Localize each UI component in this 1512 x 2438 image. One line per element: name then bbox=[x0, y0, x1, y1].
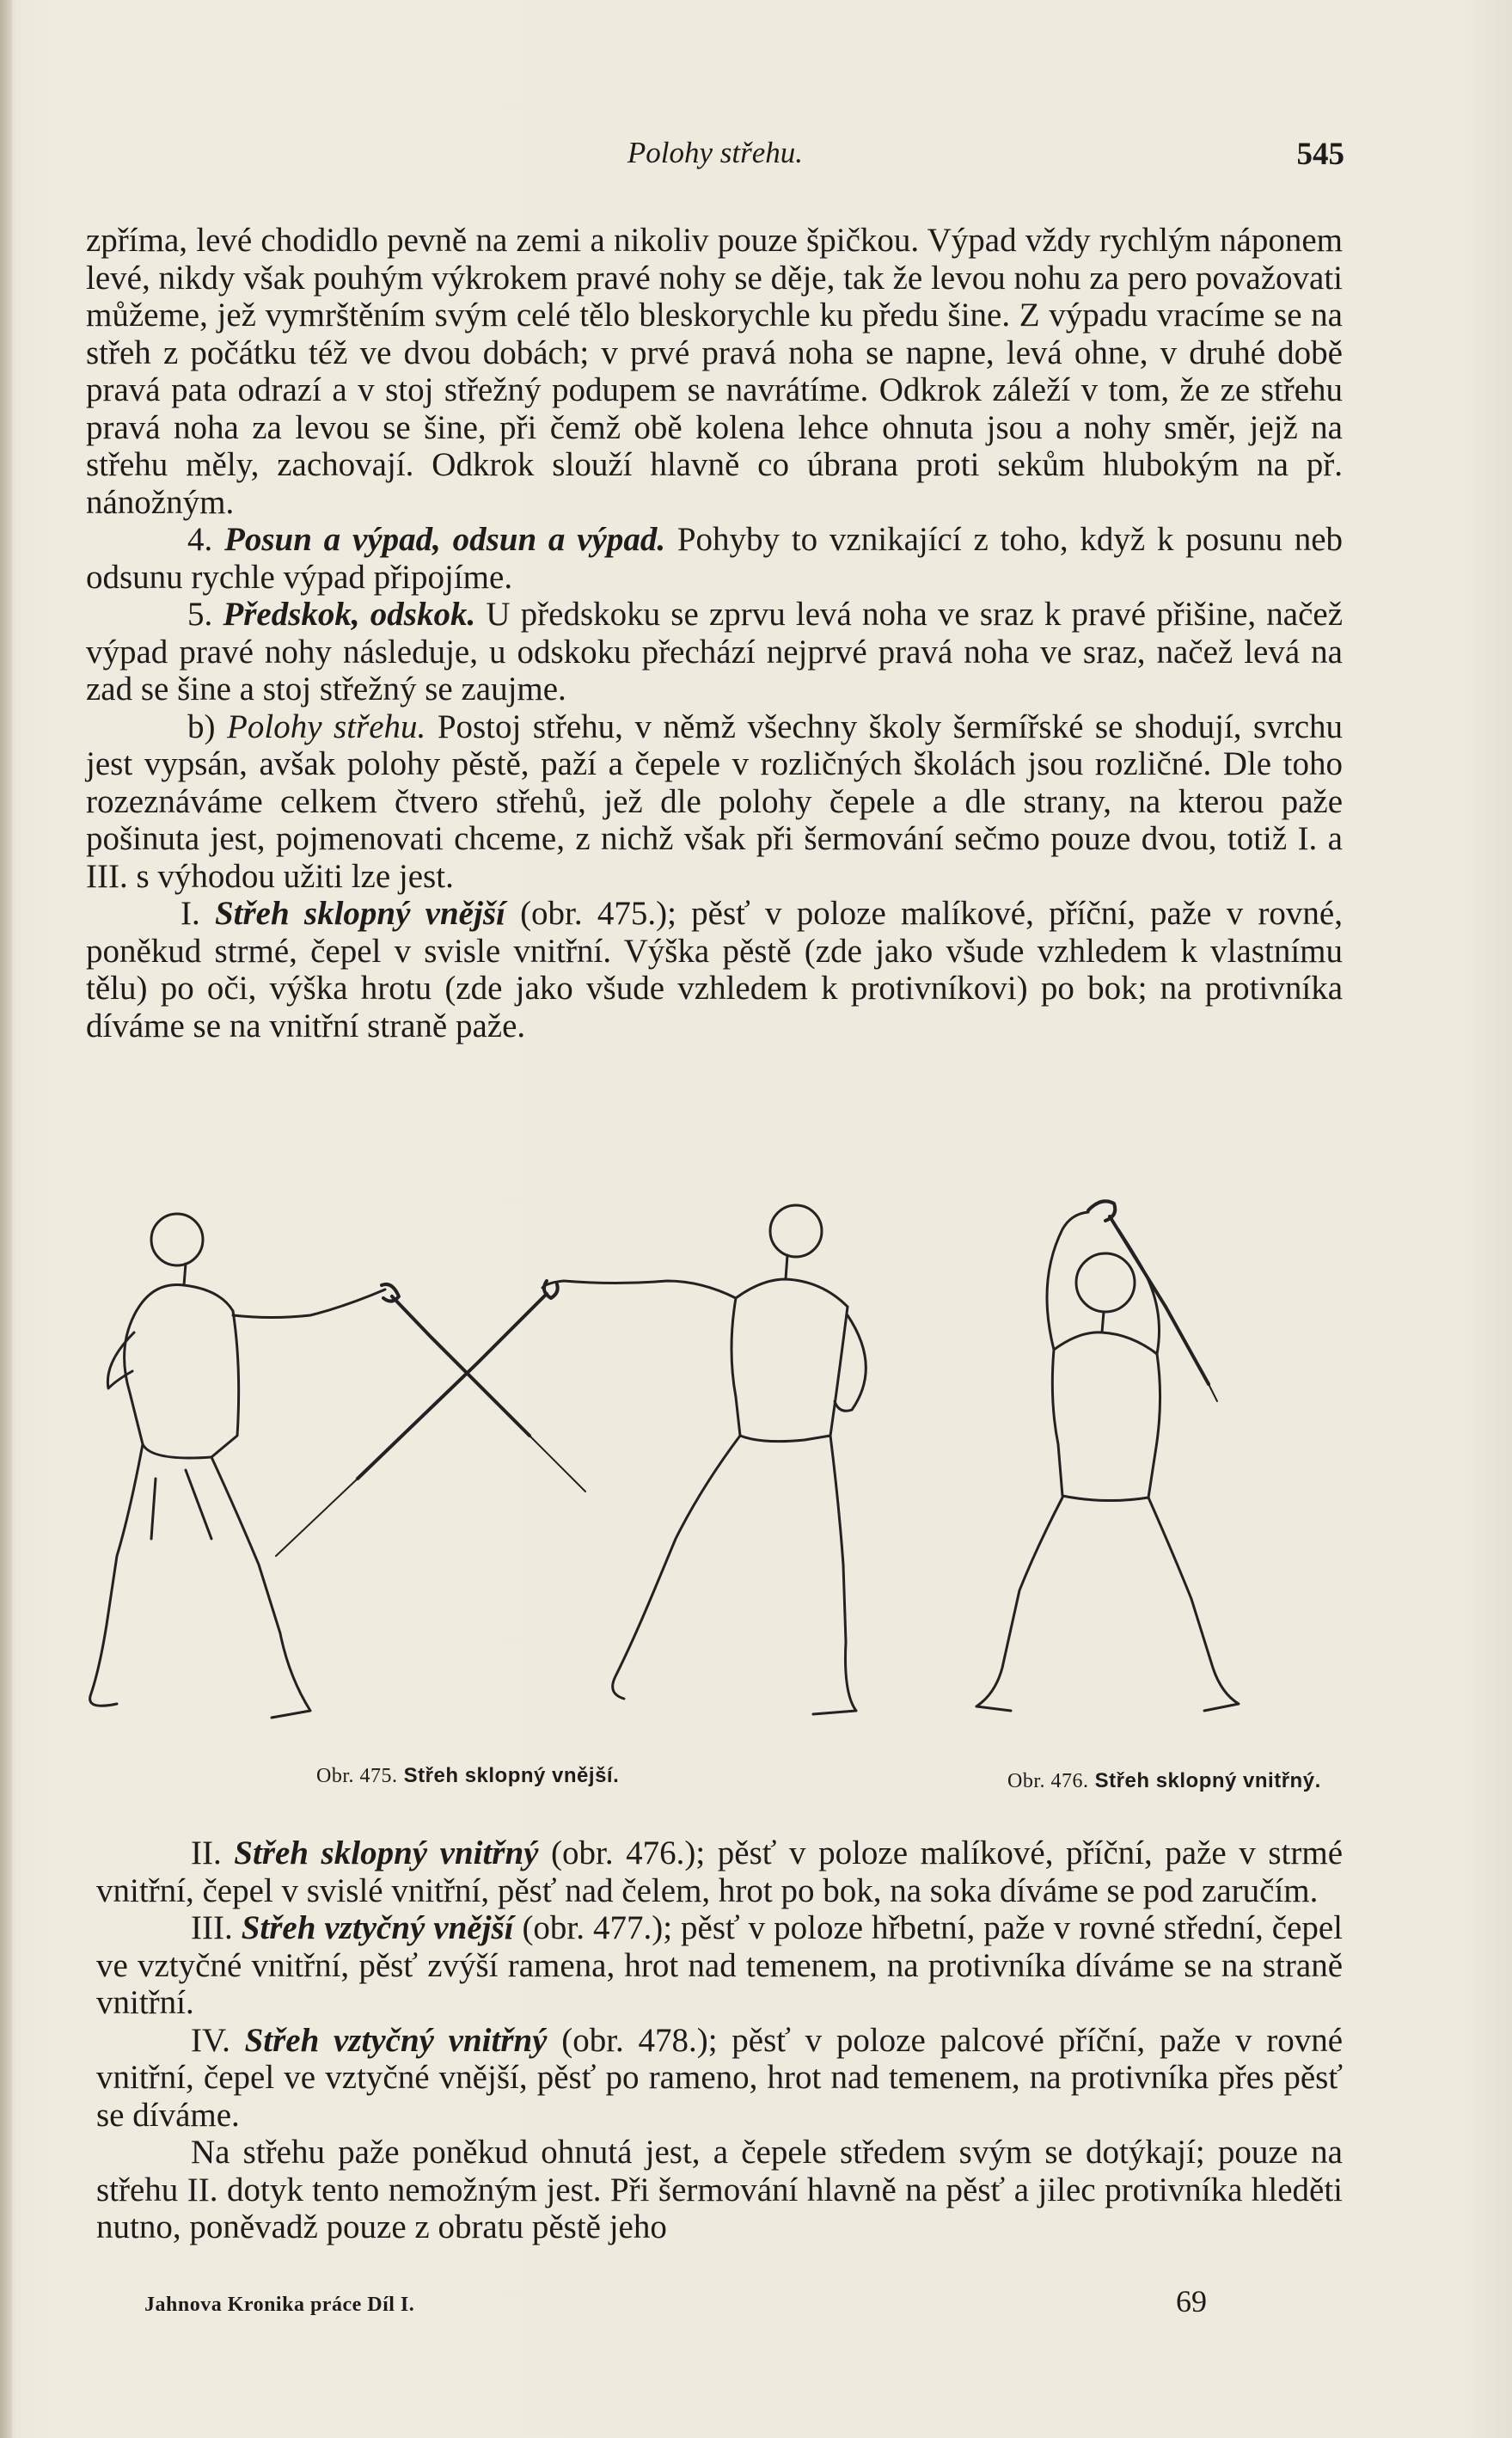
text-block-lower bbox=[96, 1835, 1343, 2246]
figure-caption-476 bbox=[1007, 1769, 1321, 1793]
list-number: IV. bbox=[191, 2021, 230, 2059]
list-number: III. bbox=[191, 1909, 233, 1946]
list-number: 4. bbox=[187, 521, 213, 558]
paragraph-text: (obr. 478.); pěsť v poloze palcové příční, paže v rovné vnitřní, čepel ve vztyčné vnější, pěsť po rameno, hrot nad temenem, na protivníka přes pěsť se díváme. bbox=[96, 2021, 1344, 2134]
paragraph-text: Postoj střehu, v němž všechny školy šermířské se shodují, svrchu jest vypsán, avšak polohy pěstě, paží a čepele v rozličných školách jsou rozličné. Dle toho rozeznáváme celkem čtvero střehů, jež dle polohy čepele a dle strany, na kterou paže pošinuta jest, pojmenovati chceme, z nichž však při šermování sečmo pouze dvou, totiž I. a III. s výhodou užiti lze jest. bbox=[86, 708, 1344, 895]
section-heading: Střeh sklopný vnitřný bbox=[234, 1835, 539, 1871]
paragraph: Na střehu paže poněkud ohnutá jest, a čepele středem svým se dotýkají; pouze na střehu II. dotyk tento nemožným jest. Při šermování hlavně na pěsť a jilec protivníka hleděti nutno, poněvadž pouze z obratu pěstě jeho bbox=[96, 2134, 1343, 2245]
sword-guard bbox=[1088, 1201, 1217, 1401]
list-number: I. bbox=[181, 895, 200, 932]
figure-caption-475 bbox=[316, 1764, 619, 1788]
section-heading: Předskok, odskok. bbox=[223, 596, 476, 633]
fencer-right-figure bbox=[542, 1205, 866, 1714]
paragraph bbox=[96, 2022, 1343, 2135]
list-number: 5. bbox=[187, 596, 213, 633]
paragraph bbox=[86, 895, 1343, 1044]
paragraph-text: U předskoku se zprvu levá noha ve sraz k pravé přišine, načež výpad pravé nohy následuje, u odskoku přechází nejprvé pravá noha ve sraz, načež levá na zad se šine a stoj střežný se zaujme. bbox=[86, 596, 1344, 708]
paragraph bbox=[86, 521, 1343, 596]
figure-label: Střeh sklopný vnitřný. bbox=[1094, 1769, 1321, 1792]
fencer-guard-figure bbox=[976, 1212, 1239, 1711]
section-heading: Posun a výpad, odsun a výpad. bbox=[224, 521, 666, 558]
section-heading: Střeh sklopný vnější bbox=[214, 895, 505, 932]
figure-number: Obr. 476. bbox=[1007, 1770, 1089, 1792]
footer-signature-mark: 69 bbox=[1176, 2284, 1207, 2319]
section-heading: Polohy střehu. bbox=[227, 708, 426, 745]
paragraph-text: (obr. 476.); pěsť v poloze malíkové, příční, paže v strmé vnitřní, čepel v svislé vnitřní, pěsť nad čelem, hrot po bok, na soka díváme se pod zaručím. bbox=[96, 1835, 1343, 1909]
section-heading: Střeh vztyčný vnitřný bbox=[244, 2021, 548, 2059]
paragraph bbox=[96, 1835, 1343, 1909]
paragraph-text: (obr. 477.); pěsť v poloze hřbetní, paže v rovné střední, čepel ve vztyčné vnitřní, pěsť zvýší ramena, hrot nad temenem, na protivníka díváme se na straně vnitřní. bbox=[96, 1909, 1344, 2021]
fencer-left-figure bbox=[90, 1214, 385, 1718]
list-number: II. bbox=[191, 1835, 222, 1871]
section-heading: Střeh vztyčný vnější bbox=[241, 1909, 514, 1946]
page-spine-shadow bbox=[0, 0, 12, 2438]
paragraph bbox=[96, 1909, 1343, 2022]
paragraph bbox=[86, 596, 1343, 708]
figure-number: Obr. 475. bbox=[316, 1765, 398, 1787]
fencing-illustration bbox=[83, 1178, 1355, 1771]
running-title: Polohy střehu. bbox=[627, 136, 804, 169]
figure-label: Střeh sklopný vnější. bbox=[403, 1764, 620, 1787]
page-number: 545 bbox=[1296, 137, 1344, 172]
paragraph bbox=[86, 708, 1343, 896]
list-number: b) bbox=[187, 708, 216, 745]
running-header bbox=[86, 136, 1344, 179]
footer-book-title: Jahnova Kronika práce Díl I. bbox=[144, 2294, 415, 2316]
text-block-upper bbox=[86, 222, 1343, 1044]
paragraph-text: Pohyby to vznikající z toho, když k posunu neb odsunu rychle výpad připojíme. bbox=[86, 521, 1344, 596]
sword-left bbox=[382, 1284, 585, 1492]
paragraph-text: (obr. 475.); pěsť v poloze malíkové, příční, paže v rovné, poněkud strmé, čepel v svisle vnitřní. Výška pěstě (zde jako všude vzhledem k vlastnímu tělu) po oči, výška hrotu (zde jako všude vzhledem k protivníkovi) po bok; na protivníka díváme se na vnitřní straně paže. bbox=[86, 895, 1343, 1044]
paragraph: zpříma, levé chodidlo pevně na zemi a nikoliv pouze špičkou. Výpad vždy rychlým náponem levé, nikdy však pouhým výkrokem pravé nohy se děje, tak že levou nohu za pero považovati můžeme, jež vymrštěním svým celé tělo bleskorychle ku předu šine. Z výpadu vracíme se na střeh z počátku též ve dvou dobách; v prvé pravá noha se napne, levá ohne, v druhé době pravá pata odrazí a v stoj střežný podupem se navrátíme. Odkrok záleží v tom, že ze střehu pravá noha za levou se šine, při čemž obě kolena lehce ohnuta jsou a nohy směr, jejž na střehu měly, zachovají. Odkrok slouží hlavně co úbrana proti sekům hlubokým na př. nánožným. bbox=[86, 222, 1343, 521]
